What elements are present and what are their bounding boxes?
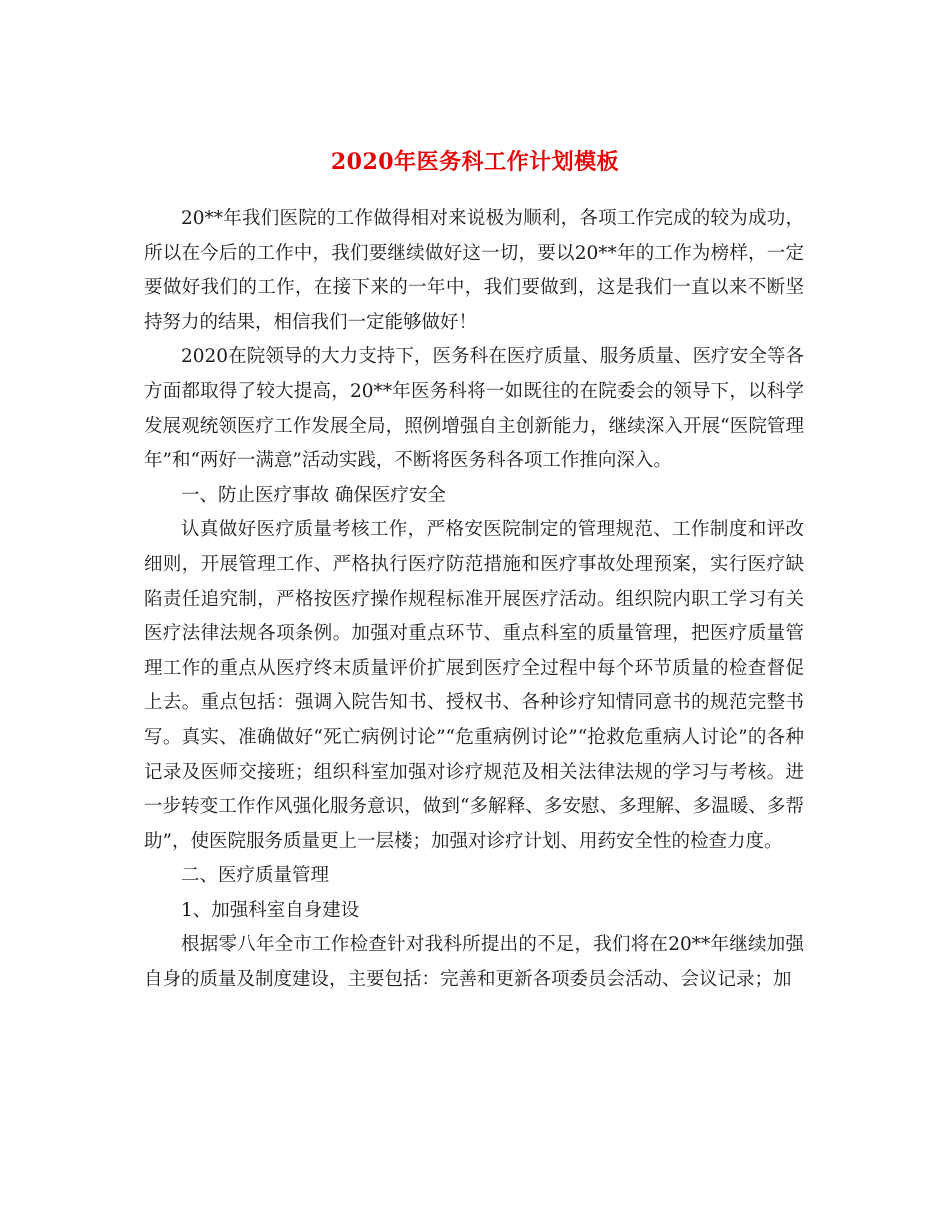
paragraph-safety: 认真做好医疗质量考核工作，严格安医院制定的管理规范、工作制度和评改细则，开展管理工作、严格执行医疗防范措施和医疗事故处理预案，实行医疗缺陷责任追究制，严格按医疗操作规程标准开展医疗活动。组织院内职工学习有关医疗法律法规各项条例。加强对重点环节、重点科室的质量管理，把医疗质量管理工作的重点从医疗终末质量评价扩展到医疗全过程中每个环节质量的检查督促上去。重点包括：强调入院告知书、授权书、各种诊疗知情同意书的规范完整书写。真实、准确做好“死亡病例讨论”“危重病例讨论”“抢救危重病人讨论”的各种记录及医师交接班；组织科室加强对诊疗规范及相关法律法规的学习与考核。进一步转变工作作风强化服务意识，做到“多解释、多安慰、多理解、多温暖、多帮助”，使医院服务质量更上一层楼；加强对诊疗计划、用药安全性的检查力度。 (144, 519, 804, 852)
document-title: 2020年医务科工作计划模板 (330, 149, 620, 175)
section-heading-1: 一、防止医疗事故 确保医疗安全 (181, 484, 446, 506)
subsection-heading-1: 1、加强科室自身建设 (181, 899, 360, 921)
section-heading-2: 二、医疗质量管理 (181, 865, 330, 887)
paragraph-summary: 2020在院领导的大力支持下，医务科在医疗质量、服务质量、医疗安全等各方面都取得了较大提高，20**年医务科将一如既往的在院委会的领导下，以科学发展观统领医疗工作发展全局，照例增强自主创新能力，继续深入开展“医院管理年”和“两好一满意”活动实践，不断将医务科各项工作推向深入。 (144, 346, 804, 472)
paragraph-quality: 根据零八年全市工作检查针对我科所提出的不足，我们将在20**年继续加强自身的质量及制度建设，主要包括：完善和更新各项委员会活动、会议记录；加 (144, 934, 804, 991)
document-body (144, 202, 804, 998)
paragraph-intro: 20**年我们医院的工作做得相对来说极为顺利，各项工作完成的较为成功，所以在今后的工作中，我们要继续做好这一切，要以20**年的工作为榜样，一定要做好我们的工作，在接下来的一年中，我们要做到，这是我们一直以来不断坚持努力的结果，相信我们一定能够做好！ (144, 208, 804, 333)
